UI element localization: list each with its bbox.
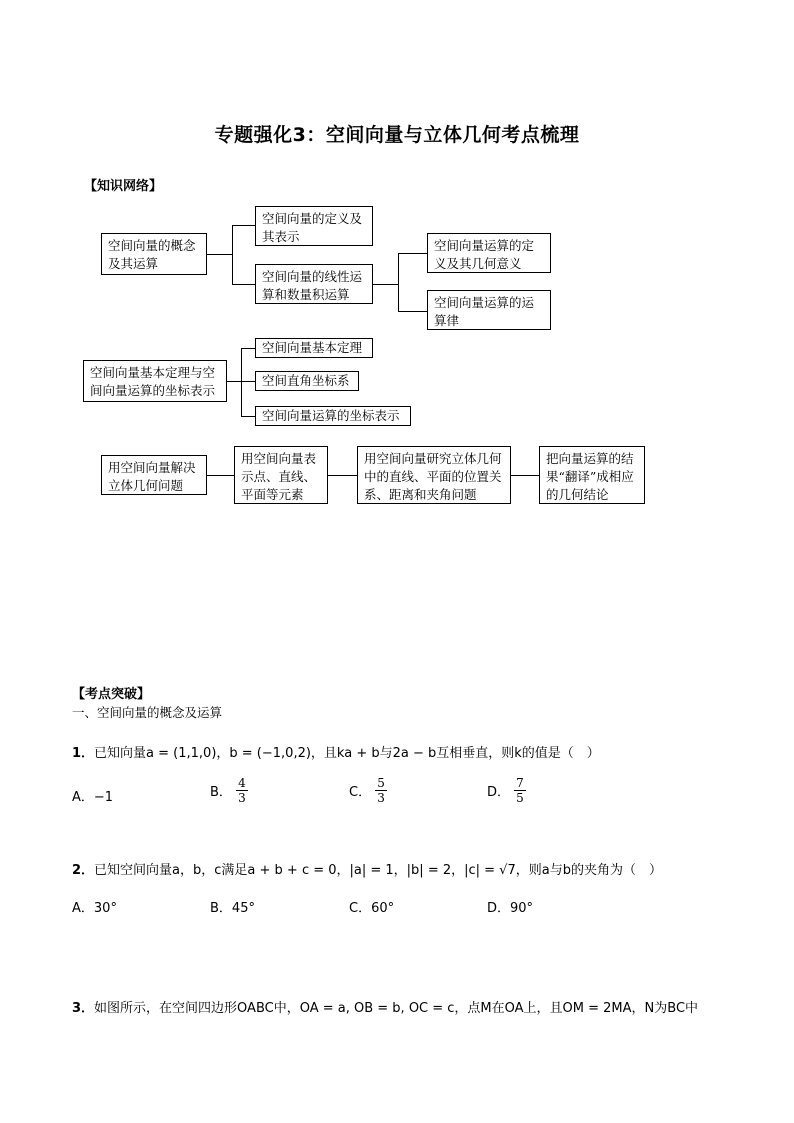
option-c <box>349 897 394 916</box>
denominator: 5 <box>516 791 524 805</box>
question-number: 2． <box>72 863 95 878</box>
node-operation-laws: 空间向量运算的运算律 <box>427 290 551 330</box>
connector <box>241 348 255 349</box>
option-c <box>349 776 387 805</box>
connector <box>232 284 255 285</box>
connector <box>207 254 232 255</box>
node-translate-results: 把向量运算的结果“翻译”成相应的几何结论 <box>539 446 645 504</box>
connector <box>511 475 539 476</box>
option-value: 45° <box>231 901 255 916</box>
option-letter: D． <box>487 785 511 800</box>
connector <box>241 348 242 417</box>
numerator: 5 <box>377 776 385 790</box>
question-number: 3． <box>72 1001 95 1016</box>
question-text: 已知向量a = (1,1,0)，b = (−1,0,2)，且ka + b与2a − b互相垂直，则k的值是（ ） <box>94 746 600 761</box>
node-represent-elements: 用空间向量表示点、直线、平面等元素 <box>234 446 328 504</box>
node-vector-definition: 空间向量的定义及其表示 <box>255 206 373 246</box>
question-text: 已知空间向量a，b，c满足a + b + c = 0，|a| = 1，|b| = 2，|c| = √7，则a与b的夹角为（ ） <box>94 863 662 878</box>
denominator: 3 <box>238 791 246 805</box>
fraction <box>375 776 387 805</box>
option-letter: C． <box>349 785 372 800</box>
node-operation-definition: 空间向量运算的定义及其几何意义 <box>427 233 551 273</box>
connector <box>398 253 427 254</box>
connector <box>232 225 255 226</box>
node-vector-concept: 空间向量的概念及其运算 <box>101 233 207 275</box>
node-linear-dot-operations: 空间向量的线性运算和数量积运算 <box>255 264 373 304</box>
page-title: 专题强化3：空间向量与立体几何考点梳理 <box>214 124 580 146</box>
option-value: −1 <box>93 790 114 805</box>
node-coordinate-system: 空间直角坐标系 <box>255 371 359 391</box>
fraction <box>514 776 526 805</box>
option-letter: C． <box>349 901 372 916</box>
option-d <box>487 776 526 805</box>
question-text: 如图所示，在空间四边形OABC中，OA = a, OB = b, OC = c，点M在OA上，且OM = 2MA，N为BC中 <box>94 1001 699 1016</box>
question-3 <box>72 997 698 1016</box>
node-solve-geometry: 用空间向量解决立体几何问题 <box>101 455 207 495</box>
question-1 <box>72 742 600 761</box>
connector <box>398 311 427 312</box>
numerator: 7 <box>516 776 524 790</box>
option-a <box>72 786 113 805</box>
breakthrough-heading: 【考点突破】 <box>72 687 151 702</box>
connector <box>328 475 357 476</box>
connector <box>227 381 241 382</box>
fraction <box>236 776 248 805</box>
option-letter: B． <box>210 785 232 800</box>
node-study-relations: 用空间向量研究立体几何中的直线、平面的位置关系、距离和夹角问题 <box>357 446 511 504</box>
option-value: 90° <box>510 901 534 916</box>
node-basic-theorem-coordinates: 空间向量基本定理与空间向量运算的坐标表示 <box>83 360 227 402</box>
question-2 <box>72 859 662 878</box>
connector <box>373 284 398 285</box>
connector <box>398 253 399 311</box>
node-coordinate-operations: 空间向量运算的坐标表示 <box>255 406 411 426</box>
numerator: 4 <box>238 776 246 790</box>
option-d <box>487 897 533 916</box>
connector <box>241 416 255 417</box>
question-number: 1． <box>72 746 95 761</box>
option-a <box>72 897 117 916</box>
node-basic-theorem: 空间向量基本定理 <box>255 338 373 358</box>
option-value: 30° <box>93 901 117 916</box>
option-letter: B． <box>210 901 232 916</box>
section-one-heading: 一、空间向量的概念及运算 <box>72 705 223 720</box>
option-letter: A． <box>72 901 94 916</box>
option-b <box>210 776 248 805</box>
connector <box>207 475 234 476</box>
option-value: 60° <box>371 901 395 916</box>
knowledge-network-heading: 【知识网络】 <box>84 179 163 194</box>
connector <box>232 225 233 284</box>
option-b <box>210 897 255 916</box>
denominator: 3 <box>377 791 385 805</box>
option-letter: D． <box>487 901 511 916</box>
option-letter: A． <box>72 790 94 805</box>
connector <box>241 381 255 382</box>
